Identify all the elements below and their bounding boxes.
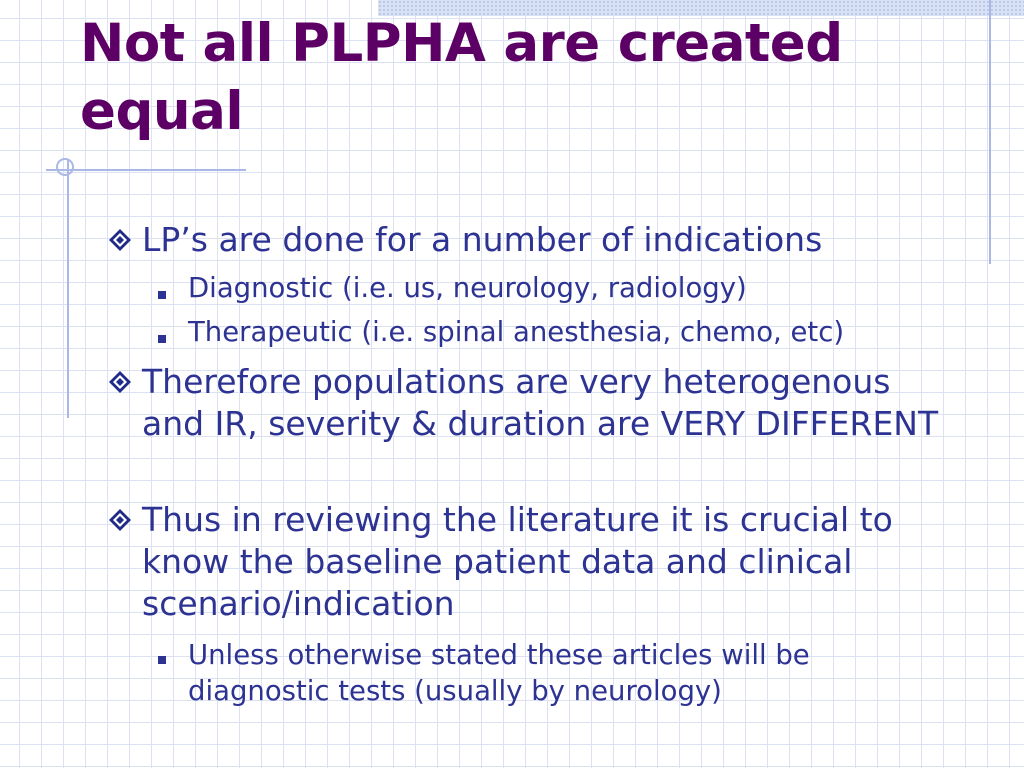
diamond-bullet-icon [108, 370, 132, 394]
square-bullet-icon [158, 291, 166, 299]
diamond-bullet-icon [108, 508, 132, 532]
slide-title: Not all PLPHA are created equal [80, 13, 843, 142]
sub-bullet-item: Unless otherwise stated these articles will be diagnostic tests (usually by neurology) [188, 639, 810, 707]
bullet-item: Thus in reviewing the literature it is crucial to know the baseline patient data and clinical scenario/indication [142, 500, 893, 623]
sub-bullet-item: Therapeutic (i.e. spinal anesthesia, chemo, etc) [188, 316, 845, 348]
bullet-item: LP’s are done for a number of indications [142, 220, 823, 259]
bullet-item: Therefore populations are very heterogenous and IR, severity & duration are VERY DIFFERENT [142, 362, 939, 443]
square-bullet-icon [158, 335, 166, 343]
sub-bullet-item: Diagnostic (i.e. us, neurology, radiology) [188, 272, 747, 304]
diamond-bullet-icon [108, 228, 132, 252]
square-bullet-icon [158, 656, 166, 664]
